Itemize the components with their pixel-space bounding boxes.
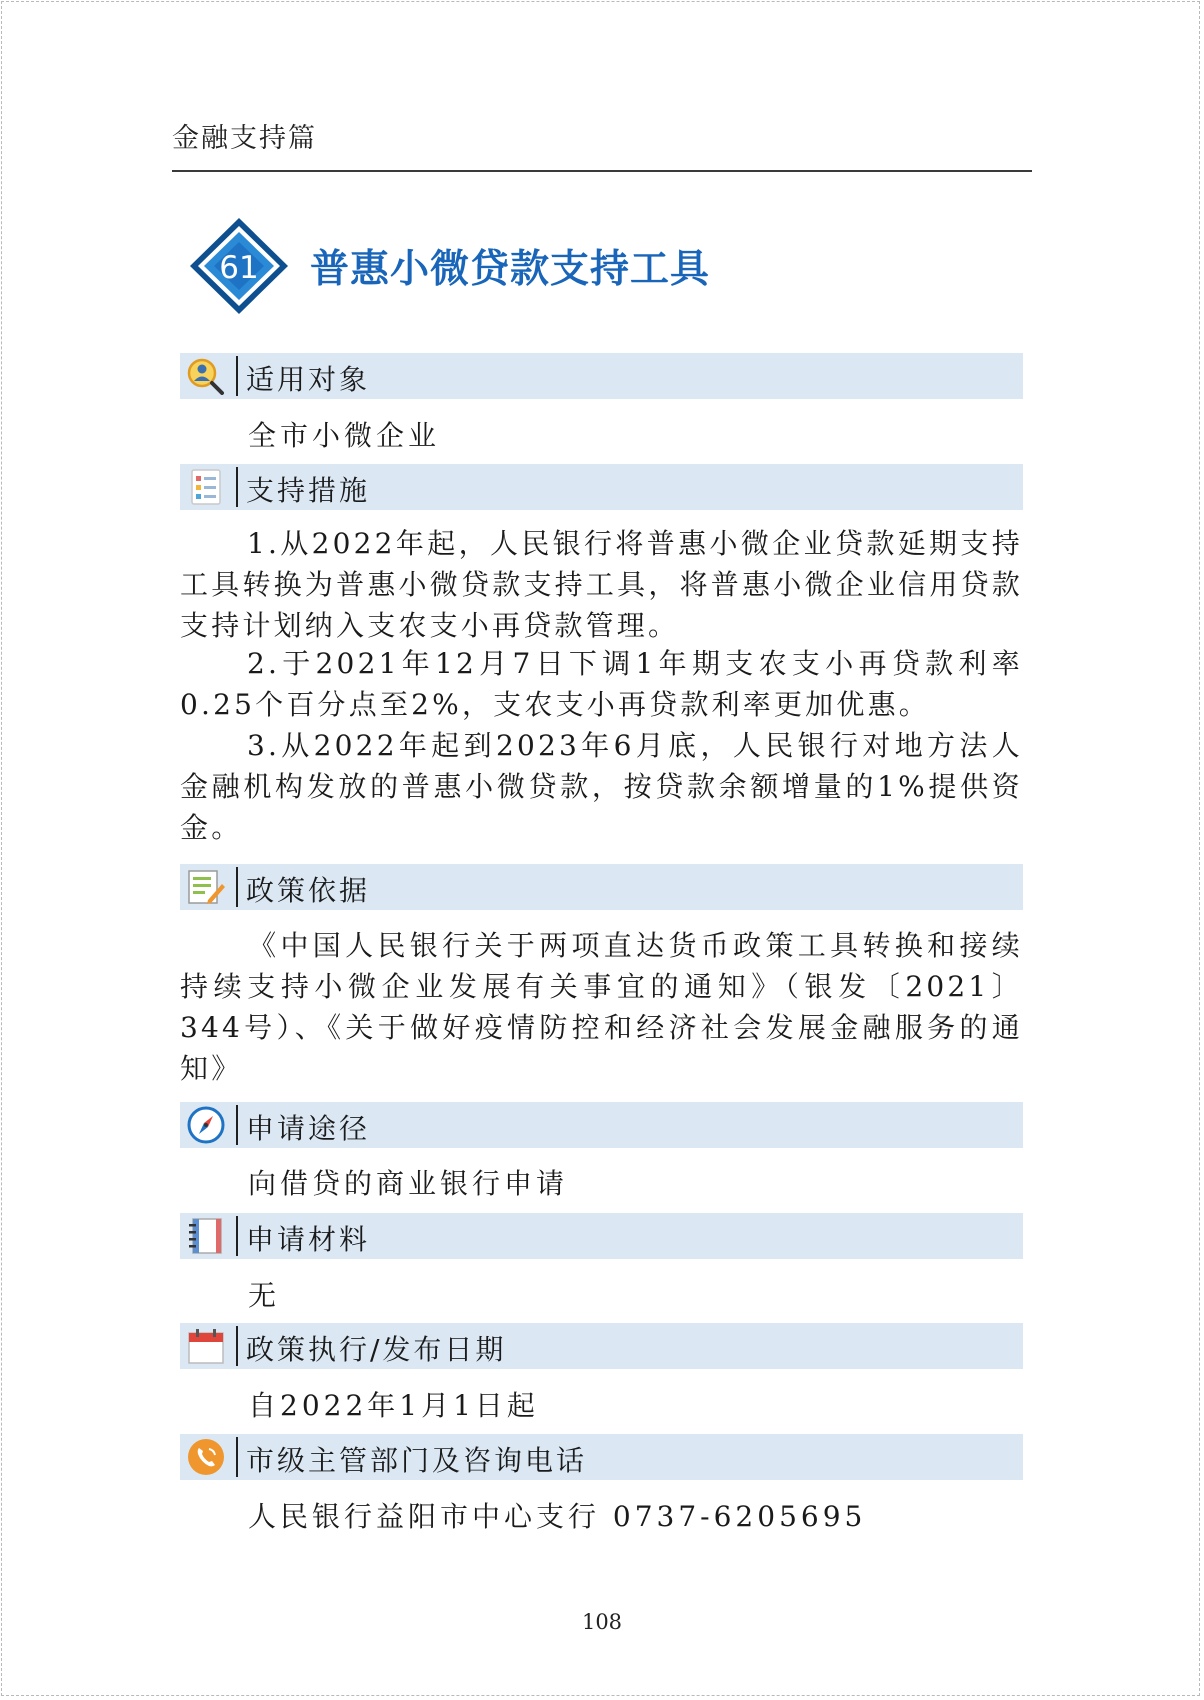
section-divider (236, 1216, 238, 1256)
compass-icon (186, 1106, 226, 1144)
section-bar-basis (180, 864, 1023, 910)
section-divider (236, 1105, 238, 1145)
basis-paragraph: 《中国人民银行关于两项直达货币政策工具转换和接续持续支持小微企业发展有关事宜的通知》（银发〔2021〕344号）、《关于做好疫情防控和经济社会发展金融服务的通知》 (180, 929, 1023, 1085)
header-rule (172, 170, 1032, 172)
phone-icon (186, 1438, 226, 1476)
measure-paragraph-3: 3.从2022年起到2023年6月底，人民银行对地方法人金融机构发放的普惠小微贷款，按贷款余额增量的1%提供资金。 (180, 729, 1023, 844)
measure-paragraph-1: 1.从2022年起，人民银行将普惠小微企业贷款延期支持工具转换为普惠小微贷款支持工具，将普惠小微企业信用贷款支持计划纳入支农支小再贷款管理。 (180, 527, 1023, 642)
calendar-icon (186, 1327, 226, 1365)
section-label-date: 政策执行/发布日期 (246, 1333, 507, 1366)
section-divider (236, 356, 238, 396)
section-bar-materials (180, 1213, 1023, 1259)
badge-number: 61 (219, 250, 259, 286)
section-label-target: 适用对象 (246, 363, 371, 396)
running-header: 金融支持篇 (172, 123, 317, 154)
section-divider (236, 1437, 238, 1477)
section-divider (236, 867, 238, 907)
document-pencil-icon (186, 868, 226, 906)
page-number: 108 (581, 1610, 623, 1634)
magnifier-person-icon (186, 357, 226, 395)
section-bar-measures (180, 464, 1023, 510)
number-badge-icon (188, 216, 290, 316)
section-label-basis: 政策依据 (246, 874, 371, 907)
section-divider (236, 1326, 238, 1366)
item-title: 普惠小微贷款支持工具 (310, 246, 711, 292)
notebook-icon (186, 1217, 226, 1255)
materials-text: 无 (248, 1279, 281, 1312)
checklist-icon (186, 468, 226, 506)
section-bar-date (180, 1323, 1023, 1369)
section-bar-target (180, 353, 1023, 399)
section-label-contact: 市级主管部门及咨询电话 (246, 1444, 588, 1477)
channel-text: 向借贷的商业银行申请 (248, 1167, 569, 1200)
target-text: 全市小微企业 (248, 419, 441, 452)
section-label-channel: 申请途径 (246, 1112, 371, 1145)
section-label-materials: 申请材料 (246, 1223, 371, 1256)
section-bar-contact (180, 1434, 1023, 1480)
measure-paragraph-2: 2.于2021年12月7日下调1年期支农支小再贷款利率0.25个百分点至2%，支农支小再贷款利率更加优惠。 (180, 647, 1023, 721)
section-bar-channel (180, 1102, 1023, 1148)
section-label-measures: 支持措施 (246, 474, 371, 507)
contact-text: 人民银行益阳市中心支行 0737-6205695 (248, 1500, 867, 1533)
date-text: 自2022年1月1日起 (248, 1389, 539, 1422)
section-divider (236, 467, 238, 507)
